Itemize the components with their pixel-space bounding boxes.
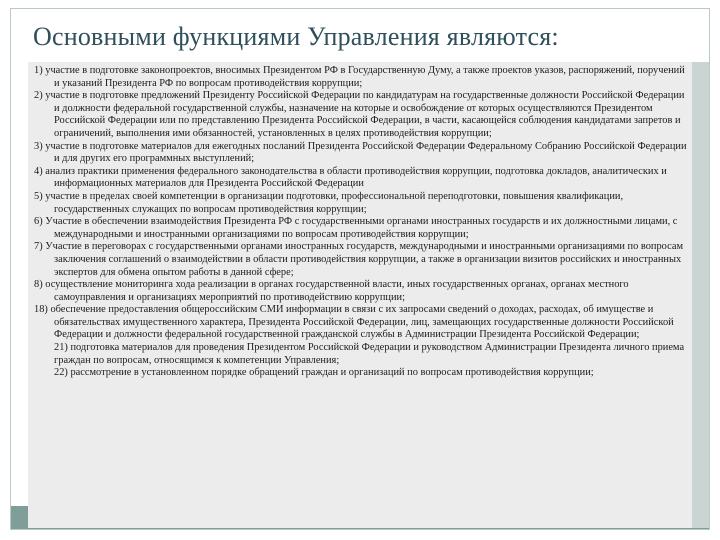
bullet-text: 22) рассмотрение в установленном порядке обращений граждан и организаций по вопросам противодействия коррупции; — [54, 367, 594, 379]
side-band — [692, 62, 709, 528]
bullet-text: 21) подготовка материалов для проведения Президентом Российской Федерации и руководством Администрации Президента личного приема граждан по вопросам, относящимся к компетенции Управления; — [54, 342, 685, 366]
list-item: 18) обеспечение предоставления общероссийским СМИ информации в связи с их запросами сведений о доходах, расходах, об имуществе и обязательствах имущественного характера, Президента Российской Федерации, лиц, замещающих государственные должности Российской Федерации и должности федеральной государственной гражданской службы в Администрации Президента Российской Федерации; — [34, 304, 674, 341]
functions-list — [28, 62, 692, 528]
list-item: 4) анализ практики применения федерального законодательства в области противодействия коррупции, подготовка докладов, аналитических и информационных материалов для Президента Российской Федерации — [34, 165, 667, 190]
list-item: 2) участие в подготовке предложений Президенту Российской Федерации по кандидатурам на государственные должности Российской Федерации и должности федеральной государственной службы, назначение на которые и освобождение от которых осуществляются Президентом Российской Федерации или по представлению Президента Российской Федерации, в части, касающейся соблюдения кандидатами запретов и ограничений, выполнения ими обязанностей, установленных в целях противодействия коррупции; — [34, 90, 685, 139]
list-item: 6) Участие в обеспечении взаимодействия Президента РФ с государственными органами иностранных государств и их должностными лицами, с международными и иностранными организациями по вопросам противодействия коррупции; — [34, 216, 678, 240]
list-item: 7) Участие в переговорах с государственными органами иностранных государств, международными и иностранными организациями по вопросам заключения соглашений о взаимодействии в области противодействия коррупции, а также в организации визитов российских и иностранных экспертов для обмена опытом работы в данной сфере; — [34, 241, 684, 278]
list-item: 3) участие в подготовке материалов для ежегодных посланий Президента Российской Федерации Федеральному Собранию Российской Федерации и для других его программных выступлений; — [34, 140, 687, 165]
list-item: 5) участие в пределах своей компетенции в организации подготовки, профессиональной переподготовки, повышения квалификации, государственных служащих по вопросам противодействия коррупции; — [34, 190, 624, 215]
list-item: 8) осуществление мониторинга хода реализации в органах государственной власти, иных государственных органах, органах местного самоуправления и организациях мероприятий по противодействию коррупции; — [34, 279, 629, 303]
bullet-item — [34, 342, 688, 367]
bullet-item — [34, 367, 688, 380]
slide-title: Основными функциями Управления являются: — [33, 22, 559, 51]
list-item: 1) участие в подготовке законопроектов, вносимых Президентом РФ в Государственную Думу, а также проектов указов, распоряжений, поручений и указаний Президента РФ по вопросам противодействия коррупции; — [34, 65, 685, 89]
